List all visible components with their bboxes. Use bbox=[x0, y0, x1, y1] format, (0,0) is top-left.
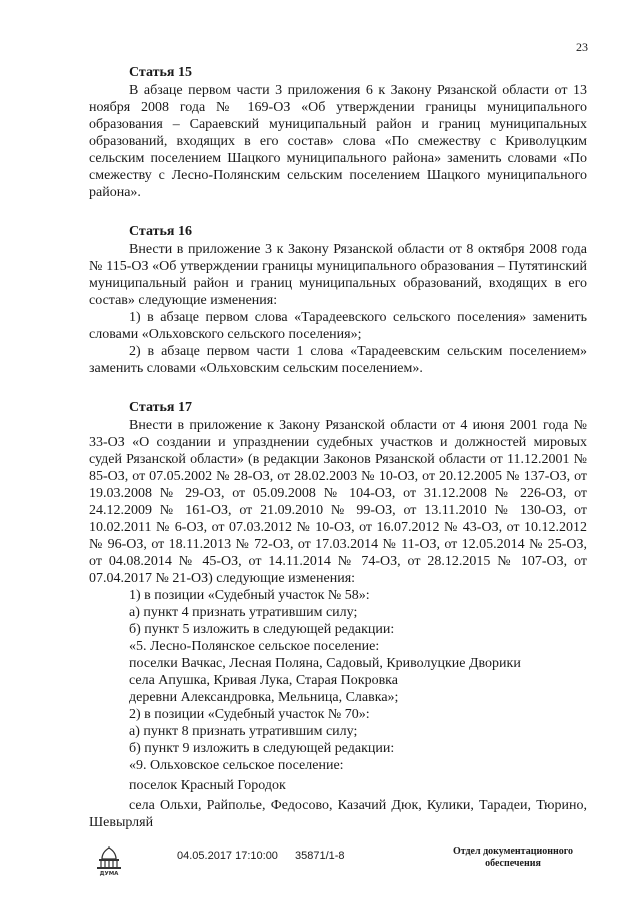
article-heading: Статья 16 bbox=[129, 224, 192, 239]
footer-doc-code: 35871/1-8 bbox=[295, 850, 345, 862]
list-item: поселки Вачкас, Лесная Поляна, Садовый, Криволуцкие Дворики bbox=[129, 656, 521, 671]
article-16 bbox=[89, 223, 587, 377]
list-item: поселок Красный Городок bbox=[129, 778, 286, 793]
article-heading: Статья 17 bbox=[129, 400, 192, 415]
list-item: села Апушка, Кривая Лука, Старая Покровка bbox=[129, 673, 398, 688]
article-paragraph: В абзаце первом части 3 приложения 6 к Закону Рязанской области от 13 ноября 2008 года № 169-ОЗ «Об утверждении границы муниципального образования – Сараевский муниципальный район и границ муниципальных образований, входящих в его состав» слова «По смежеству с Криволуцким сельским поселением Шацкого муниципального района» заменить словами «По смежеству с Лесно-Полянским сельским поселением Шацкого муниципального района». bbox=[89, 83, 587, 200]
duma-logo-icon bbox=[89, 846, 129, 876]
list-item: а) пункт 8 признать утратившим силу; bbox=[129, 724, 358, 739]
list-item: 2) в позиции «Судебный участок № 70»: bbox=[129, 707, 370, 722]
page-footer bbox=[89, 846, 599, 876]
list-item: б) пункт 9 изложить в следующей редакции: bbox=[129, 741, 395, 756]
list-item: деревни Александровка, Мельница, Славка»; bbox=[129, 690, 399, 705]
page-number: 23 bbox=[576, 40, 588, 54]
article-heading: Статья 15 bbox=[129, 65, 192, 80]
article-paragraph: 1) в абзаце первом слова «Тарадеевского сельского поселения» заменить словами «Ольховского сельского поселения»; bbox=[89, 310, 587, 342]
article-paragraph: Внести в приложение 3 к Закону Рязанской области от 8 октября 2008 года № 115-ОЗ «Об утверждении границы муниципального образования – Путятинский муниципальный район и границ муниципальных образований, входящих в его состав» следующие изменения: bbox=[89, 242, 587, 308]
article-15 bbox=[89, 64, 587, 201]
article-17 bbox=[89, 399, 587, 831]
article-paragraph: Внести в приложение к Закону Рязанской области от 4 июня 2001 года № 33-ОЗ «О создании и упразднении судебных участков и должностей мировых судей Рязанской области» (в редакции Законов Рязанской области от 11.12.2001 № 85-ОЗ, от 07.05.2002 № 28-ОЗ, от 28.02.2003 № 10-ОЗ, от 20.12.2005 № 137-ОЗ, от 19.03.2008 № 29-ОЗ, от 05.09.2008 № 104-ОЗ, от 31.12.2008 № 226-ОЗ, от 24.12.2009 № 161-ОЗ, от 21.09.2010 № 99-ОЗ, от 13.11.2010 № 130-ОЗ, от 10.02.2011 № 6-ОЗ, от 07.03.2012 № 10-ОЗ, от 16.07.2012 № 43-ОЗ, от 10.12.2012 № 96-ОЗ, от 18.11.2013 № 72-ОЗ, от 17.03.2014 № 11-ОЗ, от 12.05.2014 № 25-ОЗ, от 04.08.2014 № 45-ОЗ, от 14.11.2014 № 74-ОЗ, от 28.12.2015 № 107-ОЗ, от 07.04.2017 № 21-ОЗ) следующие изменения: bbox=[89, 418, 587, 586]
list-item: 1) в позиции «Судебный участок № 58»: bbox=[129, 588, 370, 603]
footer-dept-line: Отдел документационного bbox=[452, 846, 574, 857]
footer-dept-line: обеспечения bbox=[485, 858, 541, 869]
logo-text: ДУМА bbox=[99, 871, 119, 876]
footer-date: 04.05.2017 17:10:00 bbox=[177, 850, 278, 862]
list-item: «9. Ольховское сельское поселение: bbox=[129, 758, 344, 773]
list-item: «5. Лесно-Полянское сельское поселение: bbox=[129, 639, 380, 654]
list-item: а) пункт 4 признать утратившим силу; bbox=[129, 605, 358, 620]
article-paragraph: 2) в абзаце первом части 1 слова «Тарадеевским сельским поселением» заменить словами «Ольховским сельским поселением». bbox=[89, 344, 587, 376]
footer-department bbox=[437, 846, 589, 870]
document-body bbox=[89, 64, 587, 831]
list-item: села Ольхи, Райполье, Федосово, Казачий Дюк, Кулики, Тарадеи, Тюрино, Шевырляй bbox=[89, 798, 587, 830]
list-item: б) пункт 5 изложить в следующей редакции: bbox=[129, 622, 395, 637]
